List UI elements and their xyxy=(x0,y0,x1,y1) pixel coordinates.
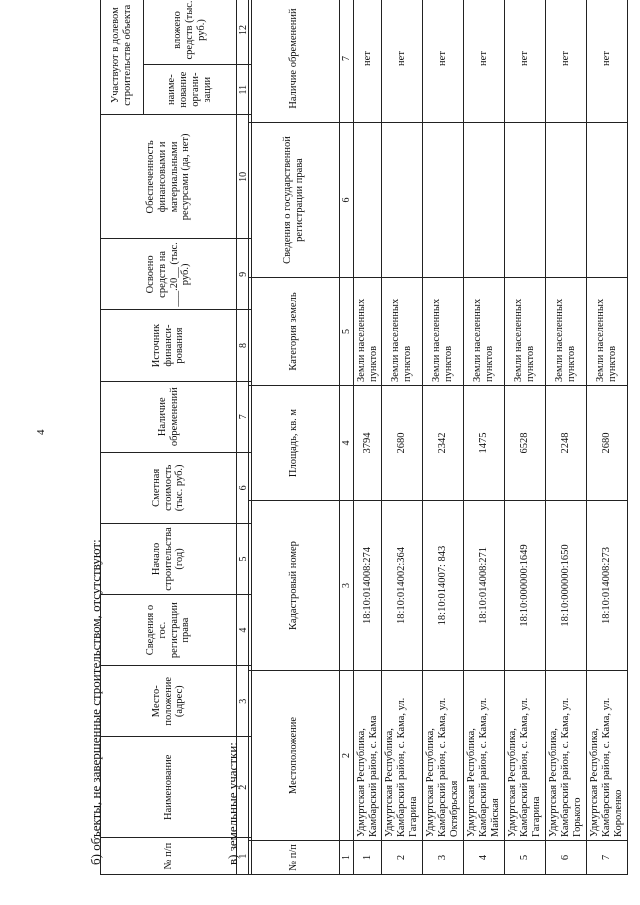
cadastral-number-cell: 18:10:014008:273 xyxy=(587,501,628,671)
header-location: Местоположение xyxy=(249,671,340,841)
location-cell: Удмуртская Республика, Камбарский район, с. Кама, ул. Горького xyxy=(546,671,587,841)
category-cell: Земли населенных пунктов xyxy=(423,278,464,386)
header-funding-source: Источник финанси-рования xyxy=(101,310,237,381)
col-num: 10 xyxy=(237,115,252,239)
cadastral-number-cell: 18:10:000000:1649 xyxy=(505,501,546,671)
col-num: 5 xyxy=(340,278,354,386)
location-cell: Удмуртская Республика, Камбарский район, с. Кама, ул. Майская xyxy=(464,671,505,841)
category-cell: Земли населенных пунктов xyxy=(382,278,423,386)
header-resources: Обеспеченность финансовыми и материальными ресурсами (да, нет) xyxy=(101,115,237,239)
header-cadastral: Кадастровый номер xyxy=(249,501,340,671)
area-cell: 1475 xyxy=(464,386,505,501)
header-address: Место-положение (адрес) xyxy=(101,666,237,737)
row-number: 1 xyxy=(354,841,382,875)
header-encumbrances: Наличие обременений xyxy=(101,381,237,452)
header-number: № п/п xyxy=(101,838,237,875)
table-row xyxy=(587,0,628,875)
category-cell: Земли населенных пунктов xyxy=(464,278,505,386)
header-estimated-cost: Сметная стоимость (тыс. руб.) xyxy=(101,452,237,523)
area-cell: 2248 xyxy=(546,386,587,501)
registration-cell xyxy=(354,123,382,278)
row-number: 5 xyxy=(505,841,546,875)
col-num: 12 xyxy=(237,0,252,64)
col-num: 7 xyxy=(340,0,354,123)
row-number: 2 xyxy=(382,841,423,875)
col-num: 8 xyxy=(237,310,252,381)
col-num: 6 xyxy=(340,123,354,278)
row-number: 3 xyxy=(423,841,464,875)
section-b-heading: б) объекты, не завершенные строительством, отсутствуют: xyxy=(88,539,103,865)
col-num: 3 xyxy=(237,666,252,737)
registration-cell xyxy=(423,123,464,278)
cadastral-number-cell: 18:10:014008:274 xyxy=(354,501,382,671)
header-registration: Сведения о гос. регистрации права xyxy=(101,595,237,666)
row-number: 7 xyxy=(587,841,628,875)
registration-cell xyxy=(464,123,505,278)
area-cell: 2680 xyxy=(382,386,423,501)
col-num: 2 xyxy=(340,671,354,841)
cadastral-number-cell: 18:10:000000:1650 xyxy=(546,501,587,671)
col-num: 4 xyxy=(237,595,252,666)
category-cell: Земли населенных пунктов xyxy=(505,278,546,386)
section-v-heading: в) земельные участки: xyxy=(225,742,240,865)
col-num: 9 xyxy=(237,239,252,310)
col-num: 4 xyxy=(340,386,354,501)
location-cell: Удмуртская Республика, Камбарский район, с. Кама xyxy=(354,671,382,841)
table-row xyxy=(382,0,423,875)
col-num: 2 xyxy=(237,737,252,838)
col-num: 6 xyxy=(237,452,252,523)
header-area: Площадь, кв. м xyxy=(249,386,340,501)
table-row xyxy=(546,0,587,875)
page-number: 4 xyxy=(35,429,47,435)
encumbrance-cell: нет xyxy=(354,0,382,123)
registration-cell xyxy=(382,123,423,278)
land-plots-table xyxy=(248,0,628,875)
encumbrance-cell: нет xyxy=(464,0,505,123)
encumbrance-cell: нет xyxy=(505,0,546,123)
header-category: Категория земель xyxy=(249,278,340,386)
col-num: 11 xyxy=(237,64,252,114)
encumbrance-cell: нет xyxy=(587,0,628,123)
location-cell: Удмуртская Республика, Камбарский район, с. Кама, ул. Короленко xyxy=(587,671,628,841)
header-start-year: Начало строительства (год) xyxy=(101,523,237,594)
table-row xyxy=(505,0,546,875)
header-name: Наименование xyxy=(101,737,237,838)
header-invested: вложено средств (тыс. руб.) xyxy=(143,0,236,64)
header-encumbrances: Наличие обременений xyxy=(249,0,340,123)
col-num: 7 xyxy=(237,381,252,452)
area-cell: 6528 xyxy=(505,386,546,501)
location-cell: Удмуртская Республика, Камбарский район, с. Кама, ул. Гагарина xyxy=(382,671,423,841)
location-cell: Удмуртская Республика, Камбарский район, с. Кама, ул. Гагарина xyxy=(505,671,546,841)
column-numbers-row xyxy=(340,0,354,875)
encumbrance-cell: нет xyxy=(382,0,423,123)
registration-cell xyxy=(546,123,587,278)
row-number: 4 xyxy=(464,841,505,875)
cadastral-number-cell: 18:10:014002:364 xyxy=(382,501,423,671)
location-cell: Удмуртская Республика, Камбарский район, с. Кама, ул. Октябрьская xyxy=(423,671,464,841)
encumbrance-cell: нет xyxy=(546,0,587,123)
header-registration: Сведения о государственной регистрации права xyxy=(249,123,340,278)
header-organization: наиме-нование органи-зации xyxy=(143,64,236,114)
header-funds-spent: Освоено средств на ___.20__ (тыс. руб.) xyxy=(101,239,237,310)
cadastral-number-cell: 18:10:014007: 843 xyxy=(423,501,464,671)
header-shared-construction: Участвуют в долевом строительстве объекта xyxy=(101,0,144,115)
col-num: 5 xyxy=(237,523,252,594)
registration-cell xyxy=(505,123,546,278)
table-row xyxy=(423,0,464,875)
category-cell: Земли населенных пунктов xyxy=(587,278,628,386)
category-cell: Земли населенных пунктов xyxy=(354,278,382,386)
encumbrance-cell: нет xyxy=(423,0,464,123)
area-cell: 3794 xyxy=(354,386,382,501)
header-number: № п/п xyxy=(249,841,340,875)
registration-cell xyxy=(587,123,628,278)
row-number: 6 xyxy=(546,841,587,875)
cadastral-number-cell: 18:10:014008:271 xyxy=(464,501,505,671)
category-cell: Земли населенных пунктов xyxy=(546,278,587,386)
col-num: 1 xyxy=(340,841,354,875)
area-cell: 2342 xyxy=(423,386,464,501)
table-row xyxy=(464,0,505,875)
area-cell: 2680 xyxy=(587,386,628,501)
table-row xyxy=(354,0,382,875)
col-num: 1 xyxy=(237,838,252,875)
col-num: 3 xyxy=(340,501,354,671)
